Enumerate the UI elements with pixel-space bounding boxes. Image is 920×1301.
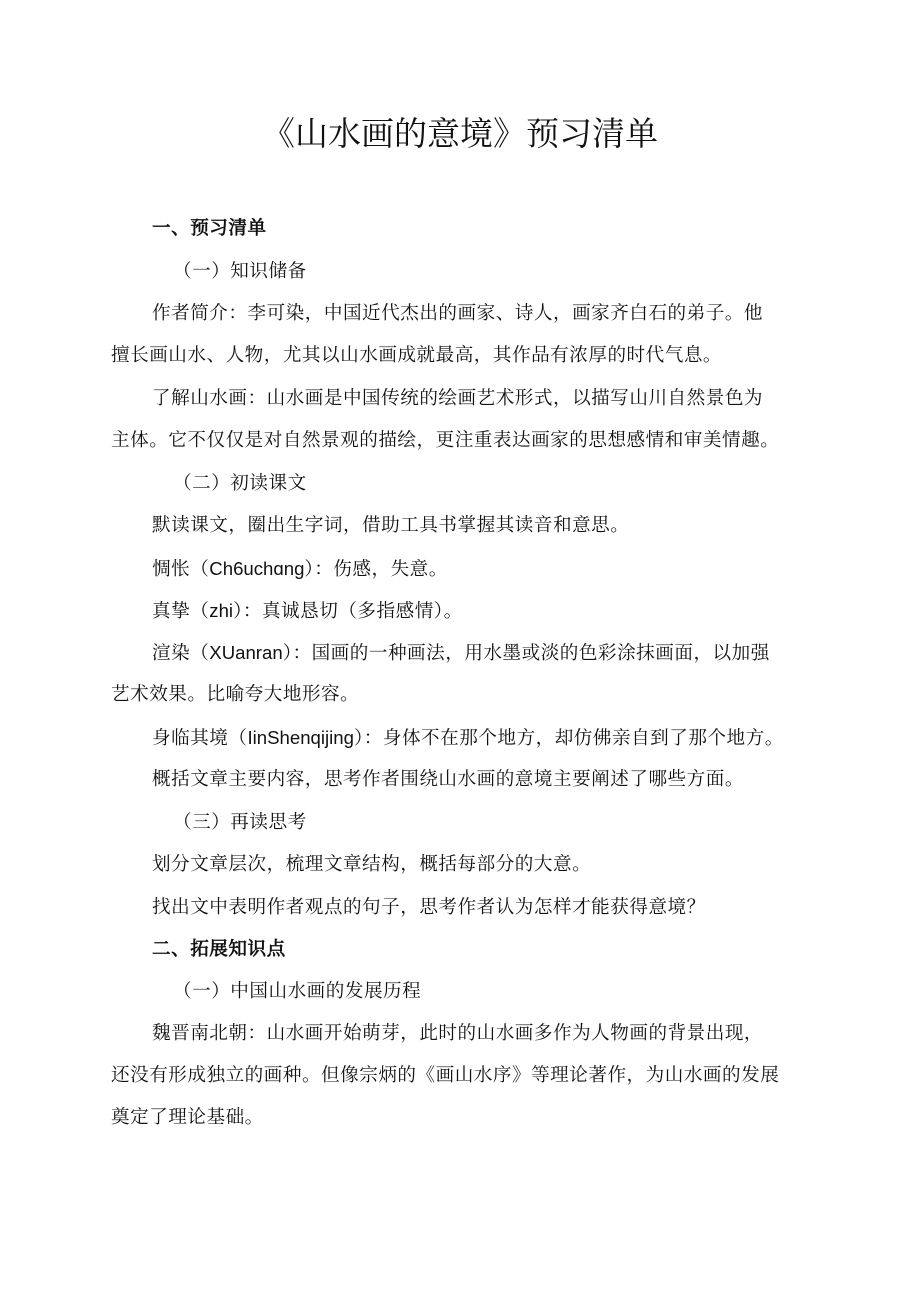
vocab-word: 真挚（ [152, 601, 210, 622]
summary-task: 概括文章主要内容，思考作者围绕山水画的意境主要阐述了哪些方面。 [152, 769, 744, 790]
vocab-pinyin: Ch6uchɑng [209, 558, 305, 579]
vocab-pinyin: XUanran [209, 642, 283, 663]
subsection-first-reading-heading: （二）初读课文 [173, 473, 307, 494]
vocab-word: 身临其境（ [152, 728, 248, 749]
vocab-item-zhenzhi [152, 596, 463, 626]
subsection-knowledge-heading: （一）知识储备 [173, 261, 307, 282]
section-1-heading: 一、预习清单 [152, 218, 267, 239]
vocab-definition: ）：伤感，失意。 [304, 559, 448, 580]
section-2-heading: 二、拓展知识点 [152, 939, 286, 960]
history-paragraph-line-1: 魏晋南北朝：山水画开始萌芽，此时的山水画多作为人物画的背景出现， [152, 1023, 764, 1044]
rereading-question-1: 划分文章层次，梳理文章结构，概括每部分的大意。 [152, 854, 592, 875]
vocab-word: 渲染（ [152, 643, 210, 664]
author-intro-line-1: 作者简介：李可染，中国近代杰出的画家、诗人，画家齐白石的弟子。他 [152, 303, 764, 324]
vocab-word: 惆怅（ [152, 559, 210, 580]
vocab-definition: ）：身体不在那个地方，却仿佛亲自到了那个地方。 [353, 728, 784, 749]
subsection-history-heading: （一）中国山水画的发展历程 [173, 981, 422, 1002]
landscape-intro-line-1: 了解山水画：山水画是中国传统的绘画艺术形式，以描写山川自然景色为 [152, 388, 764, 409]
vocab-pinyin: zhi [209, 600, 234, 621]
history-paragraph-line-3: 奠定了理论基础。 [111, 1107, 264, 1128]
vocab-pinyin: IinShenqijing [247, 727, 354, 748]
reading-instruction: 默读课文，圈出生字词，借助工具书掌握其读音和意思。 [152, 515, 630, 536]
rereading-question-2: 找出文中表明作者观点的句子，思考作者认为怎样才能获得意境？ [152, 897, 706, 918]
history-paragraph-line-2: 还没有形成独立的画种。但像宗炳的《画山水序》等理论著作，为山水画的发展 [111, 1065, 780, 1086]
vocab-item-xuanran [152, 638, 770, 668]
page-title: 《山水画的意境》预习清单 [262, 114, 658, 153]
author-intro-line-2: 擅长画山水、人物，尤其以山水画成就最高，其作品有浓厚的时代气息。 [111, 345, 723, 366]
vocab-item-chouchang [152, 554, 448, 584]
vocab-definition: ）：国画的一种画法，用水墨或淡的色彩涂抹画面，以加强 [282, 643, 770, 664]
vocab-item-shenlinqijing [152, 723, 784, 753]
landscape-intro-line-2: 主体。它不仅仅是对自然景观的描绘，更注重表达画家的思想感情和审美情趣。 [111, 430, 780, 451]
vocab-definition: ）：真诚恳切（多指感情）。 [233, 601, 463, 622]
subsection-rereading-heading: （三）再读思考 [173, 812, 307, 833]
vocab-item-xuanran-continued: 艺术效果。比喻夸大地形容。 [111, 684, 360, 705]
